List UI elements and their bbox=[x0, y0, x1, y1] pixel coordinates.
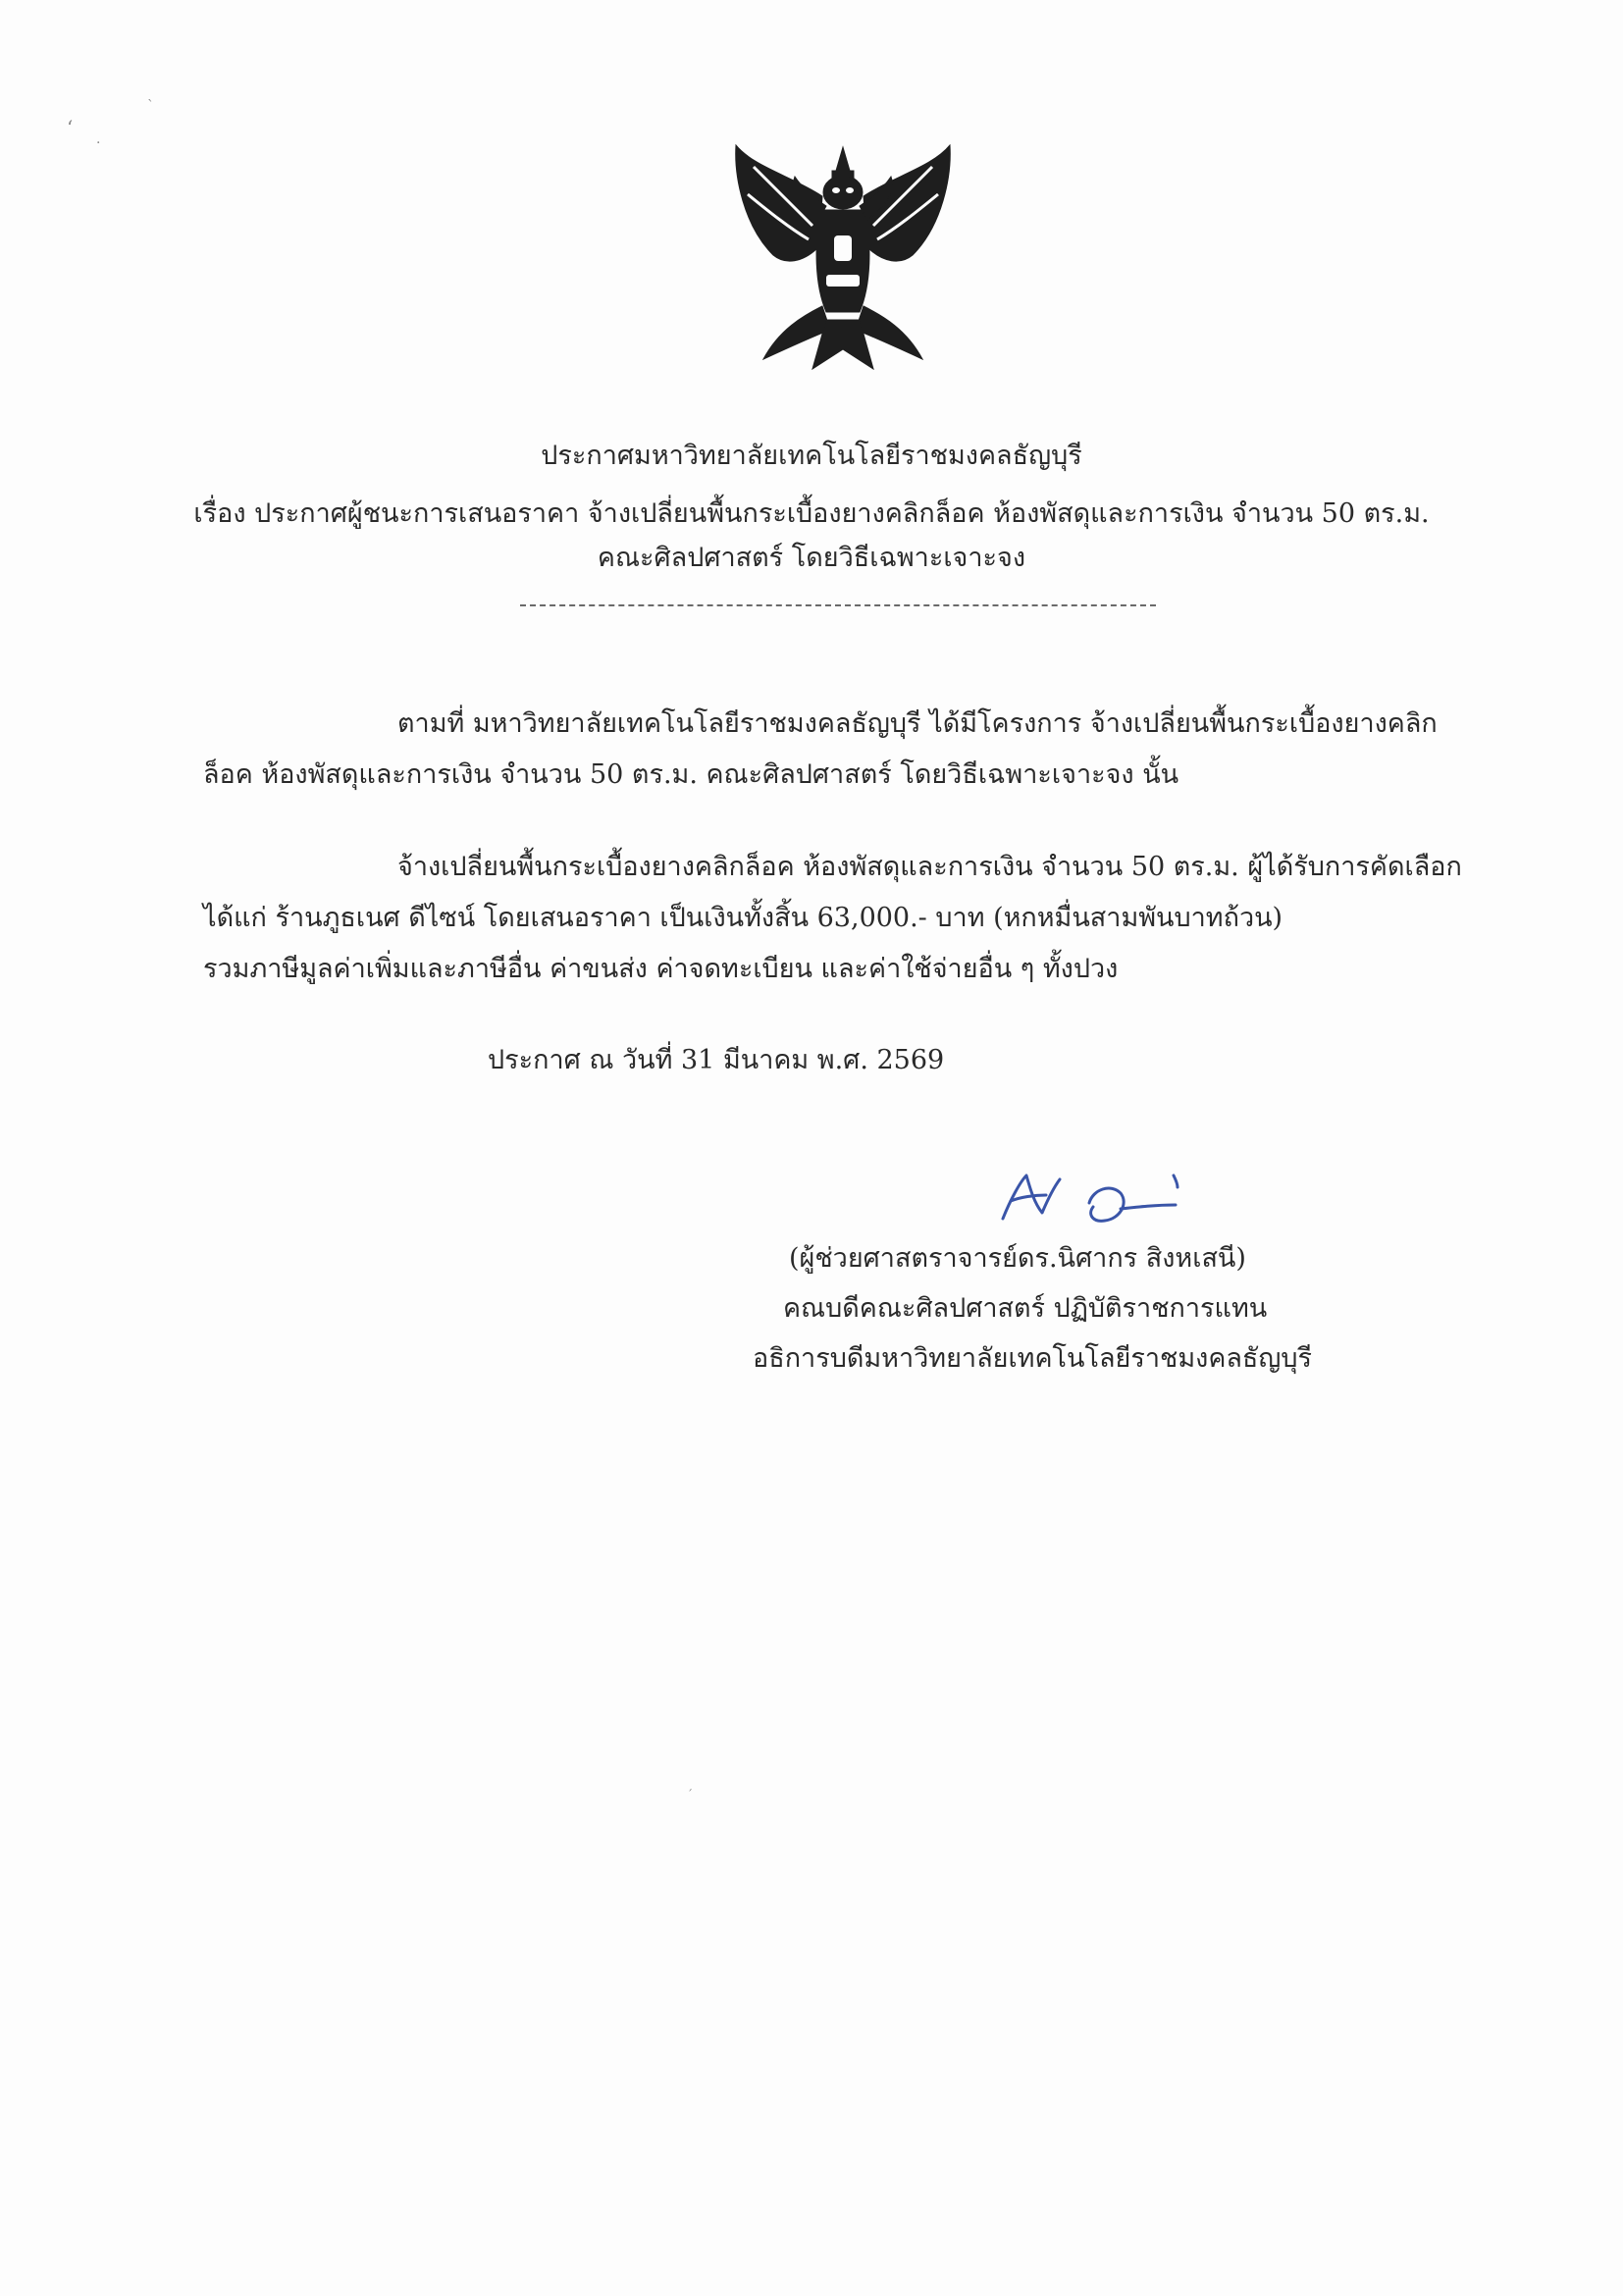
garuda-emblem-icon bbox=[724, 137, 962, 383]
signatory-position: คณบดีคณะศิลปศาสตร์ ปฏิบัติราชการแทน bbox=[783, 1293, 1268, 1324]
header-divider bbox=[520, 604, 1156, 606]
signatory-name: (ผู้ช่วยศาสตราจารย์ดร.นิศากร สิงหเสนี) bbox=[789, 1243, 1246, 1274]
handwritten-signature bbox=[991, 1160, 1217, 1236]
scan-mark: · bbox=[96, 135, 101, 151]
scan-mark: ʻ bbox=[67, 116, 74, 139]
announcement-subject-continued: คณะศิลปศาสตร์ โดยวิธีเฉพาะเจาะจง bbox=[597, 543, 1026, 573]
announcement-date: ประกาศ ณ วันที่ 31 มีนาคม พ.ศ. 2569 bbox=[488, 1045, 945, 1075]
signatory-position-acting-for: อธิการบดีมหาวิทยาลัยเทคโนโลยีราชมงคลธัญบุรี bbox=[753, 1343, 1313, 1374]
scan-mark: ˋ bbox=[147, 98, 154, 114]
paragraph-1-line-2: ล็อค ห้องพัสดุและการเงิน จำนวน 50 ตร.ม. คณะศิลปศาสตร์ โดยวิธีเฉพาะเจาะจง นั้น bbox=[203, 759, 1179, 790]
paragraph-2-line-1: จ้างเปลี่ยนพื้นกระเบื้องยางคลิกล็อค ห้องพัสดุและการเงิน จำนวน 50 ตร.ม. ผู้ได้รับการคัดเลือก bbox=[397, 852, 1462, 882]
announcement-title: ประกาศมหาวิทยาลัยเทคโนโลยีราชมงคลธัญบุรี bbox=[541, 441, 1082, 471]
paragraph-1-line-1: ตามที่ มหาวิทยาลัยเทคโนโลยีราชมงคลธัญบุรี ได้มีโครงการ จ้างเปลี่ยนพื้นกระเบื้องยางคลิก bbox=[397, 708, 1438, 739]
paragraph-2-line-2: ได้แก่ ร้านภูธเนศ ดีไซน์ โดยเสนอราคา เป็นเงินทั้งสิ้น 63,000.- บาท (หกหมื่นสามพันบาทถ้วน) bbox=[203, 903, 1283, 933]
announcement-subject: เรื่อง ประกาศผู้ชนะการเสนอราคา จ้างเปลี่ยนพื้นกระเบื้องยางคลิกล็อค ห้องพัสดุและการเงิน จำนวน 50 ตร.ม. bbox=[193, 498, 1430, 529]
paragraph-2-line-3: รวมภาษีมูลค่าเพิ่มและภาษีอื่น ค่าขนส่ง ค่าจดทะเบียน และค่าใช้จ่ายอื่น ๆ ทั้งปวง bbox=[203, 954, 1119, 984]
scan-mark: ˊ bbox=[687, 1788, 693, 1801]
